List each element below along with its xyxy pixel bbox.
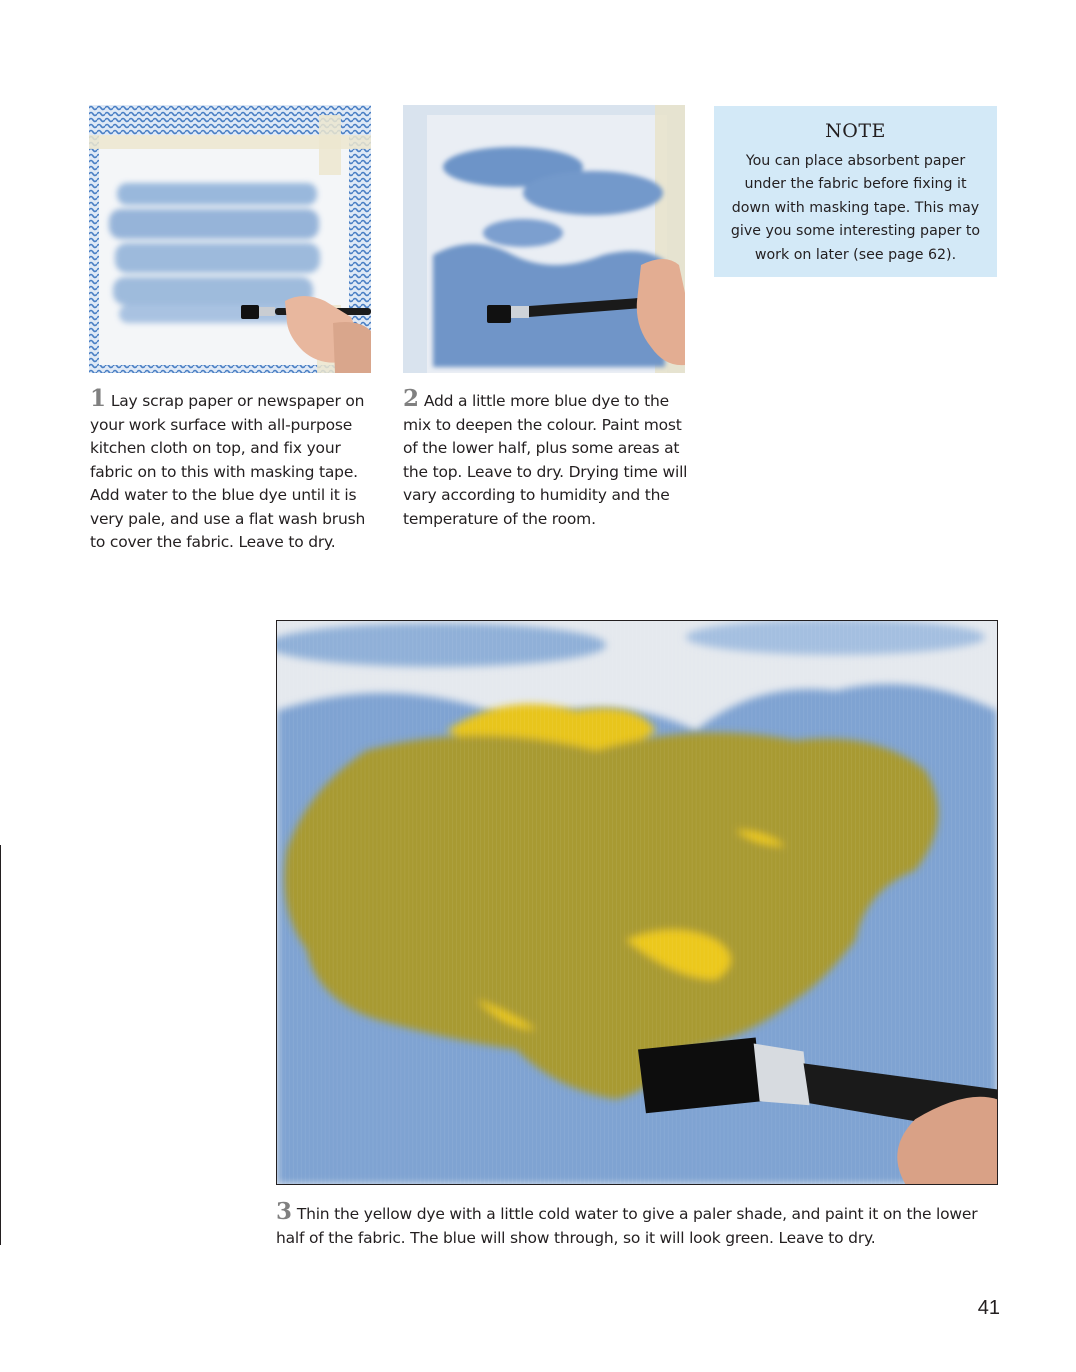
step-2-number: 2 (403, 385, 419, 412)
margin-rule (0, 845, 1, 1245)
note-body: You can place absorbent paper under the fabric before fixing it down with masking tape. This may give you some interesting paper to work on later (see page 62). (730, 153, 981, 263)
note-box (714, 106, 997, 277)
step-2-text: Add a little more blue dye to the mix to deepen the colour. Paint most of the lower half, plus some areas at the top. Leave to dry. Drying time will vary according to humidity and the temperature of the room. (403, 392, 688, 528)
step-1-caption (90, 385, 370, 555)
step-3-photo (276, 620, 998, 1185)
step-3-number: 3 (276, 1198, 292, 1225)
step-1-text: Lay scrap paper or newspaper on your work surface with all-purpose kitchen cloth on top, and fix your fabric on to this with masking tape. Add water to the blue dye until it is very pale, and use a flat wash brush to cover the fabric. Leave to dry. (90, 392, 366, 551)
note-title: NOTE (825, 120, 886, 142)
step-1-photo (89, 105, 371, 373)
step-3-photo-graphic (277, 621, 997, 1184)
step-3-caption (276, 1198, 996, 1250)
step-3-text: Thin the yellow dye with a little cold water to give a paler shade, and paint it on the lower half of the fabric. The blue will show through, so it will look green. Leave to dry. (276, 1205, 978, 1247)
step-2-photo-graphic (403, 105, 685, 373)
step-1-photo-graphic (89, 105, 371, 373)
step-1-number: 1 (90, 385, 106, 412)
step-2-caption (403, 385, 689, 531)
page-number: 41 (977, 1297, 1000, 1319)
step-2-photo (403, 105, 685, 373)
